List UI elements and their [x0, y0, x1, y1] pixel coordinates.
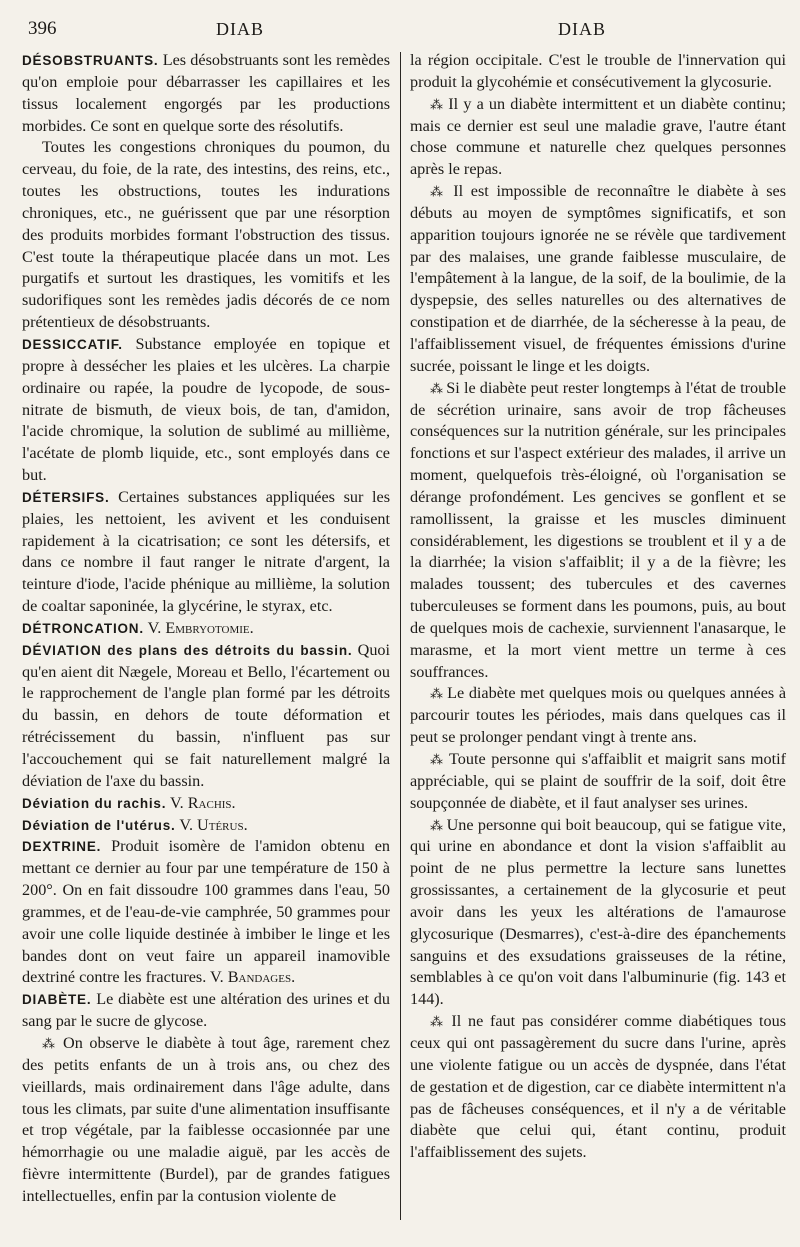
paragraph: la région occipitale. C'est le trouble de l'innervation qui produit la glycohémie et consécutivement la glycosurie. [410, 51, 786, 91]
entry-text: Le diabète est une altération des urines et du sang par le sucre de glycose. [22, 990, 390, 1031]
paragraph: Toutes les congestions chroniques du poumon, du cerveau, du foie, de la rate, des intestins, des reins, etc., toutes les obstructions, toutes les indurations chroniques, etc., ne guérissent que par une résorption des produits morbides formant l'obstruction des tissus. C'est toute la thérapeutique placée dans un mot. Les purgatifs et surtout les drastiques, les vomitifs et les sudorifiques sont les remèdes jadis décorés de ce nom prétentieux de désobstruants. [22, 138, 390, 332]
cross-reference: Embryotomie. [165, 618, 254, 637]
paragraph-text: Il est impossible de reconnaître le diabète à ses débuts au moyen de symptômes significatifs, et son apparition toujours ignorée ne se révèle que tardivement par des malaises, une grande faiblesse musculaire, de l'empâtement à la langue, de la soif, de la boulimie, de la dyspepsie, des selles naturelles ou des alternatives de constipation et de diarrhée, de la sécheresse à la peau, de l'affaiblissement visuel, de fréquentes émissions d'urine sucrée, poissant le linge et les doigts. [410, 182, 786, 375]
paragraph [410, 1011, 786, 1164]
headword: DÉVIATION des plans des détroits du bassin. [22, 642, 353, 658]
paragraph [410, 683, 786, 749]
running-head-right: DIAB [558, 19, 606, 39]
asterism-icon: ⁂ [430, 752, 444, 767]
asterism-icon: ⁂ [430, 380, 443, 396]
paragraph [410, 181, 786, 378]
cross-reference: Bandages. [227, 968, 296, 987]
entry-dextrine [22, 836, 390, 989]
entry-diabete [22, 989, 390, 1033]
paragraph [22, 1033, 390, 1208]
entry-detersifs [22, 487, 390, 618]
asterism-icon: ⁂ [430, 1014, 445, 1030]
entry-text: Produit isomère de l'amidon obtenu en mettant ce dernier au four par une température de 150 à 200°. On en fait dissoudre 100 grammes dans l'eau, 50 grammes, et de l'eau-de-vie camphrée, 50 grammes pour avoir une colle liquide destinée à imbiber le linge et les bandes dont on veut faire un appareil inamovible dextriné contre les fractures. V. [22, 837, 390, 987]
asterism-icon: ⁂ [430, 96, 444, 112]
headword: DÉSOBSTRUANTS. [22, 53, 159, 68]
entry-text: V. [166, 793, 188, 812]
page-header [0, 18, 800, 48]
entry-text: Substance employée en topique et propre à dessécher les plaies et les ulcères. La charpie ordinaire ou rapée, la poudre de lycopode, de sous-nitrate de bismuth, de vieux bois, de tan, d'amidon, l'acide chromique, la solution de sublimé au millième, l'acétate de plomb liquide, etc., sont employés dans ce but. [22, 334, 390, 485]
paragraph-text: Il y a un diabète intermittent et un diabète continu; mais ce dernier est seul une maladie grave, l'autre étant chose commune et naturelle chez quelques personnes après le repas. [410, 94, 787, 179]
page-number: 396 [28, 18, 57, 39]
entry-deviation-bassin [22, 640, 390, 793]
left-column [22, 50, 390, 1208]
paragraph-text: Si le diabète peut rester longtemps à l'état de trouble de sécrétion urinaire, sans avoir de trop fâcheuses conséquences sur la nutrition générale, sur les principales fonctions et sur l'aspect extérieur des malades, il arrive un moment, quelquefois très-éloigné, où l'organisation se dérange profondément. Les gencives se gonflent et se ramollissent, la graisse et les muscles diminuent considérablement, les digestions se troublent et il y a de la diarrhée; la vision s'affaiblit; il y a de la fièvre; les malades toussent; des tubercules et des cavernes tuberculeuses se forment dans les poumons, puis, au bout de quelques mois de cachexie, surviennent l'anasarque, le marasme, et la mort vient mettre un terme à ces souffrances. [410, 378, 787, 681]
paragraph [410, 378, 786, 684]
entry-deviation-rachis [22, 793, 390, 815]
entry-text: V. [143, 618, 166, 637]
asterism-icon: ⁂ [430, 184, 446, 200]
asterism-icon: ⁂ [430, 686, 443, 702]
paragraph-text: Toute personne qui s'affaiblit et maigrit sans motif appréciable, qui se plaint de souffrir de la soif, doit être soupçonnée de diabète, et il faut analyser ses urines. [410, 750, 786, 812]
right-column [410, 50, 786, 1164]
asterism-icon: ⁂ [42, 1035, 57, 1051]
paragraph [410, 815, 786, 1012]
headword: DÉTRONCATION. [22, 620, 144, 636]
entry-text: Les désobstruants sont les remèdes qu'on emploie pour débarrasser les capillaires et les tissus localement engorgés par les productions morbides. Ce sont en quelque sorte des résolutifs. [22, 51, 390, 135]
entry-text: V. [175, 815, 198, 834]
entry-text: Certaines substances appliquées sur les plaies, les nettoient, les avivent et les conduisent rapidement à la cicatrisation; ce sont les détersifs, et dans ce nombre il faut ranger le nitrate d'argent, la teinture d'iode, l'acide phénique au millième, la solution de coaltar saponinée, la glycérine, le styrax, etc. [22, 487, 390, 616]
headword: Déviation de l'utérus. [22, 817, 176, 833]
paragraph-text: Une personne qui boit beaucoup, qui se fatigue vite, qui urine en abondance et dont la vision s'affaiblit au point de ne plus permettre la lecture sans lunettes grossissantes, a certainement de la glycosurie et peut avoir dans les yeux les altérations de l'amaurose glycosurique (Desmarres), c'est-à-dire des épanchements sanguins et des exsudations graisseuses de la rétine, semblables à ce qu'on voit dans l'albuminurie (fig. 143 et 144). [410, 815, 786, 1009]
entry-desobstruants [22, 50, 390, 137]
paragraph-text: On observe le diabète à tout âge, rarement chez des petits enfants de un à trois ans, ou chez des vieillards, mais ordinairement dans l'âge adulte, dans tous les climats, par suite d'une alimentation insuffisante et trop végétale, par la faiblesse occasionnée par une hémorrhagie ou une maladie aiguë, par les accès de fièvre intermittente (Burdel), par de grandes fatigues intellectuelles, enfin par la contusion violente de [22, 1033, 390, 1205]
paragraph [410, 94, 786, 181]
paragraph-text: Le diabète met quelques mois ou quelques années à parcourir toutes les périodes, mais dans quelques cas il peut se prolonger pendant vingt à trente ans. [410, 684, 787, 747]
headword: DÉTERSIFS. [22, 489, 110, 505]
headword: DESSICCATIF. [22, 336, 123, 352]
paragraph-text: Il ne faut pas considérer comme diabétiques tous ceux qui ont passagèrement du sucre dans l'urine, après une violente fatigue ou un accès de dyspnée, dans l'état de gestation et de digestion, car ce diabète intermittent n'a pas de fâcheuses conséquences, et il n'y a de véritable diabète que celui qui, étant continu, produit l'affaiblissement des sujets. [410, 1012, 787, 1162]
cross-reference: Rachis. [187, 793, 236, 812]
cross-reference: Utérus. [197, 815, 248, 834]
running-head-left: DIAB [216, 19, 264, 39]
headword: DEXTRINE. [22, 839, 102, 855]
entry-dessiccatif [22, 334, 390, 487]
entry-detroncation [22, 618, 390, 640]
asterism-icon: ⁂ [430, 817, 443, 833]
column-divider [400, 52, 401, 1220]
paragraph [410, 749, 786, 815]
entry-text: Quoi qu'en aient dit Nægele, Moreau et Bello, l'écartement ou le rapprochement de l'angle plan formé par les détroits du bassin, en dehors de toute déformation et rétrécissement du bassin, n'influent pas sur l'accouchement qui se fait naturellement malgré la déviation de l'axe du bassin. [22, 640, 390, 790]
entry-deviation-uterus [22, 815, 390, 837]
headword: Déviation du rachis. [22, 795, 167, 811]
headword: DIABÈTE. [22, 992, 92, 1008]
